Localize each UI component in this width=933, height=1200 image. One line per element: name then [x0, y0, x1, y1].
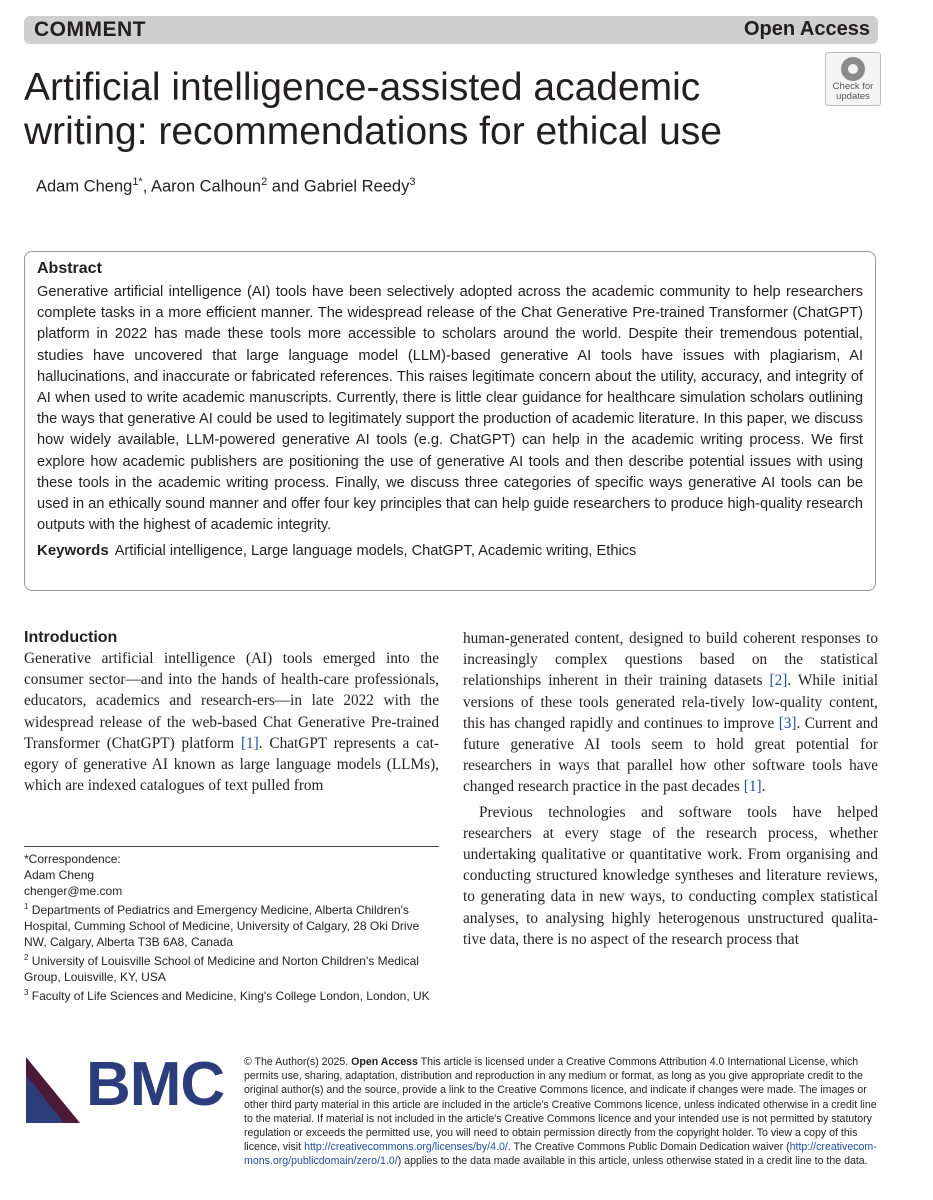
- affiliation-1: [24, 899, 439, 950]
- check-updates-icon: [841, 57, 865, 81]
- bmc-logo-shape: [26, 1075, 64, 1123]
- keywords-label: Keywords: [37, 542, 109, 560]
- abstract-box: [24, 251, 876, 591]
- affiliation-number: 3: [24, 988, 29, 997]
- intro-text: . While initial versions of these tools generated rela-tively low-quality content, this has changed rapidly and continues to improve: [463, 672, 879, 732]
- body-column-right: [463, 628, 878, 950]
- open-access-bold: Open Access: [351, 1056, 418, 1068]
- intro-text: .: [761, 778, 766, 796]
- intro-paragraph-2: Previous technologies and software tools have helped researchers at every stage of the research process, whether undertaking qualitative or quantitative work. From organising and conducting structured knowledge syntheses and literature reviews, to generating data in new ways, to conducting complex statistical analyses, to analysing highly heterogenous unstructured qualita-tive data, there is no aspect of the research process that: [463, 803, 878, 948]
- check-for-updates-button[interactable]: [825, 52, 881, 106]
- intro-text: . Current and future generative AI tools seem to hold great potential for researchers in ways that parallel how other software tools have changed research practice in the past decades: [463, 714, 878, 796]
- bmc-logo: [26, 1050, 225, 1127]
- intro-paragraph-1-part: [24, 648, 439, 796]
- intro-text: . ChatGPT represents a cat-egory of generative AI known as large language models (LLMs), which are indexed catalogues of text pulled from: [24, 734, 439, 795]
- article-type-label: COMMENT: [34, 18, 146, 41]
- keywords-list: Artificial intelligence, Large language models, ChatGPT, Academic writing, Ethics: [114, 543, 637, 560]
- check-updates-line2: updates: [836, 91, 870, 102]
- intro-paragraph-1-continued: [463, 628, 878, 798]
- affiliation-text: Departments of Pediatrics and Emergency Medicine, Alberta Children's Hospital, Cumming School of Medicine, University of Calgary, 28 Oki Drive NW, Calgary, Alberta T3B 6A8, Canada: [24, 903, 420, 949]
- citation-link[interactable]: [1]: [743, 778, 762, 796]
- affiliation-number: 1: [24, 902, 29, 911]
- section-heading-introduction: Introduction: [24, 629, 118, 646]
- correspondence-email[interactable]: chenger@me.com: [24, 884, 123, 898]
- affiliation-number: 2: [24, 953, 29, 962]
- author-affiliation: 1*: [132, 176, 143, 188]
- author-name[interactable]: Aaron Calhoun: [150, 177, 262, 196]
- license-url-link[interactable]: http://creativecommons.org/licenses/by/4.0/: [304, 1141, 508, 1154]
- citation-link[interactable]: [1]: [240, 734, 259, 752]
- affiliation-text: University of Louisville School of Medicine and Norton Children's Medical Group, Louisville, KY, USA: [24, 954, 419, 984]
- correspondence-label: *Correspondence:: [24, 852, 121, 866]
- article-title: Artificial intelligence-assisted academic writing: recommendations for ethical use: [24, 66, 722, 153]
- check-updates-line1: Check for: [832, 81, 874, 92]
- citation-link[interactable]: [3]: [778, 714, 797, 732]
- author-separator: and: [267, 177, 304, 196]
- public-domain-url-link[interactable]: http://creativecom-mons.org/publicdomain/zero/1.0/: [244, 1141, 877, 1168]
- bmc-logo-text: BMC: [86, 1050, 225, 1119]
- abstract-text: Generative artificial intelligence (AI) tools have been selectively adopted across the academic community to help researchers complete tasks in a more efficient manner. The widespread release of the Chat Generative Pre-trained Transformer (ChatGPT) platform in 2022 has made these tools more accessible to scholars around the world. Despite their tremendous potential, studies have uncovered that large language model (LLM)-based generative AI tools have issues with plagiarism, AI hallucinations, and inaccurate or fabricated references. This raises legitimate concern about the utility, accuracy, and integrity of AI when used to write academic manuscripts. Currently, there is little clear guidance for healthcare simulation scholars outlining the ways that generative AI could be used to legitimately support the production of academic literature. In this paper, we discuss how widely available, LLM-powered generative AI tools (e.g. ChatGPT) can help in the academic writing process. We first explore how academic publishers are positioning the use of generative AI tools and then describe potential issues with using these tools in the academic writing process. Finally, we discuss three categories of specific ways generative AI tools can be used in an ethically sound manner and offer four key principles that can help guide researchers to produce high-quality research outputs with the highest of academic integrity.: [37, 284, 863, 534]
- affiliation-text: Faculty of Life Sciences and Medicine, King's College London, London, UK: [28, 989, 430, 1003]
- author-affiliation: 3: [409, 176, 416, 188]
- author-name[interactable]: Adam Cheng: [36, 177, 133, 196]
- author-name[interactable]: Gabriel Reedy: [303, 177, 410, 196]
- license-body: This article is licensed under a Creative Commons Attribution 4.0 International License, which permits use, sharing, adaptation, distribution and reproduction in any medium or format, as long as you give appropriate credit to the original author(s) and the source, provide a link to the Creative Commons licence, and indicate if changes were made. The images or other third party material in this article are included in the article's Creative Commons licence, unless indicated otherwise in a credit line to the material. If material is not included in the article's Creative Commons licence and your intended use is not permitted by statutory regulation or exceeds the permitted use, you will need to obtain permission directly from the copyright holder. To view a copy of this licence, visit: [244, 1056, 877, 1154]
- open-access-label: Open Access: [744, 18, 870, 40]
- author-list: [36, 176, 416, 197]
- copyright-text: © The Author(s) 2025.: [244, 1056, 352, 1068]
- citation-link[interactable]: [2]: [769, 672, 788, 690]
- license-body: ) applies to the data made available in this article, unless otherwise stated in a credit line to the data.: [397, 1155, 868, 1168]
- author-affiliation: 2: [261, 176, 268, 188]
- body-column-left: [24, 628, 439, 796]
- license-text: [244, 1055, 884, 1169]
- abstract-heading: Abstract: [37, 260, 102, 277]
- footnotes: [24, 846, 439, 1004]
- affiliation-3: [24, 985, 439, 1004]
- license-body: . The Creative Commons Public Domain Dedication waiver (: [507, 1141, 790, 1154]
- author-separator: ,: [142, 177, 151, 196]
- intro-text: Generative artificial intelligence (AI) tools emerged into the consumer sector—and into the hands of health-care professionals, educators, academics and research-ers—in late 2022 with the widespread release of the web-based Chat Generative Pre-trained Transformer (ChatGPT) platform: [24, 650, 439, 752]
- affiliation-2: [24, 950, 439, 985]
- article-type-banner: [24, 16, 878, 44]
- keywords: [37, 542, 863, 559]
- correspondence-name: Adam Cheng: [24, 868, 95, 882]
- intro-text: human-generated content, designed to build coherent responses to increasingly complex questions based on the statistical relationships inherent in their training datasets: [463, 630, 878, 690]
